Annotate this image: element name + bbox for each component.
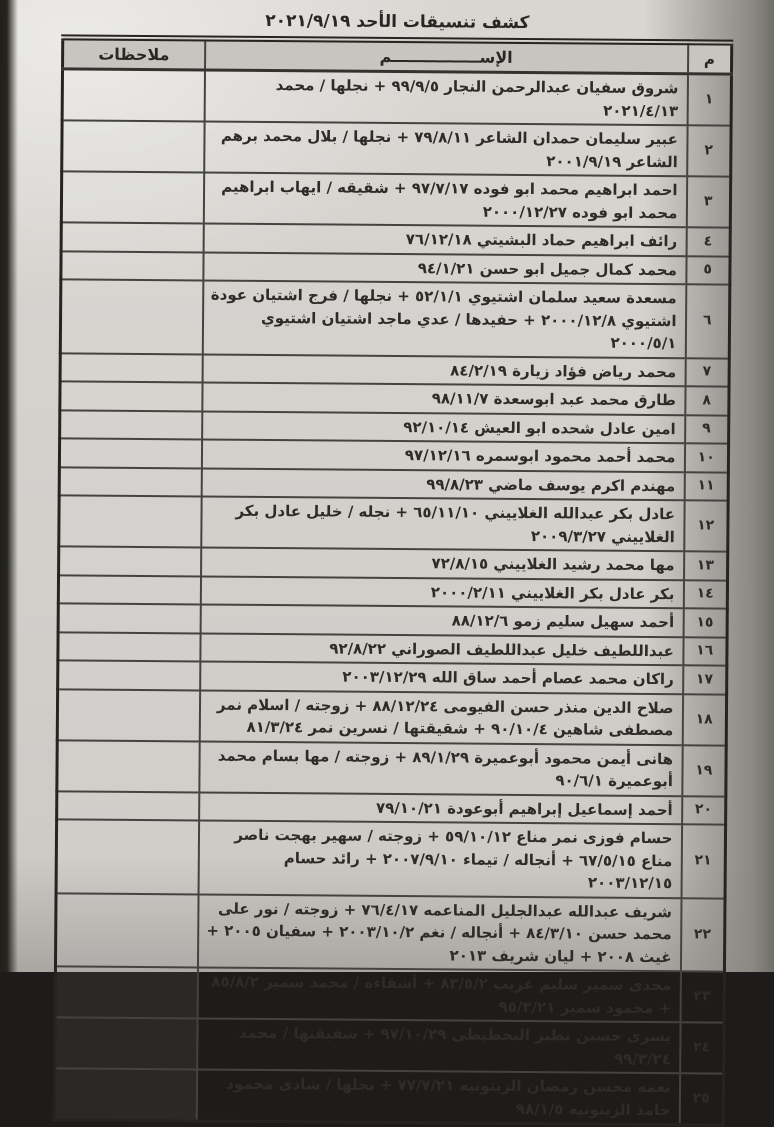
name-cell: شروق سفيان عبدالرحمن النجار ٩٩/٩/٥ + نجلها / محمد ٢٠٢١/٤/١٣ (204, 70, 687, 125)
row-number-cell: ١٨ (682, 694, 726, 745)
row-number-cell: ٦ (685, 284, 730, 358)
row-number-cell: ١٧ (683, 665, 727, 694)
notes-cell (59, 546, 201, 576)
notes-cell (60, 381, 202, 411)
notes-cell (58, 660, 200, 690)
notes-cell (54, 1068, 196, 1121)
row-number-cell: ٢ (687, 125, 731, 176)
row-number-cell: ١ (687, 74, 731, 126)
name-cell: محمد رياض فؤاد زيارة ٨٤/٢/١٩ (202, 354, 685, 386)
row-number-cell: ١٢ (684, 500, 728, 551)
notes-cell (57, 791, 199, 821)
name-cell: مسعدة سعيد سلمان اشتيوي ٥٢/١/١ + نجلها / فرج اشتيان عودة اشتيوي ٢٠٠٠/١٢/٨ + حفيدها / عدي ماجد اشتيان اشتيوي ٢٠٠٠/٥/١ (202, 280, 686, 357)
row-number-cell: ٧ (685, 358, 729, 387)
roster-table (53, 34, 734, 1126)
notes-cell (62, 69, 204, 122)
notes-cell (61, 222, 203, 252)
row-number-cell: ٣ (686, 176, 730, 227)
notes-cell (55, 1017, 197, 1069)
row-number-cell: ١٥ (683, 608, 727, 637)
name-cell: أحمد إسماعيل إبراهيم أبوعودة ٧٩/١٠/٢١ (199, 792, 682, 824)
name-cell: يسرى حسين نظير البحطيطى ٩٧/١٠/٢٩ + شقيقتها / محمد ٩٩/٣/٢٤ (197, 1018, 680, 1073)
row-number-cell: ١٠ (684, 443, 728, 472)
name-cell: أحمد سهيل سليم زمو ٨٨/١٢/٦ (200, 604, 683, 636)
name-cell: شريف عبدالله عبدالجليل المناعمه ٧٦/٤/١٧ + زوجته / نور على محمد حسن ٨٤/٣/١٠ + أنجاله / نغم ٢٠٠٣/١٠/٢ + سفيان ٢٠٠٥ + غيث ٢٠٠٨ + ليان شريف ٢٠١٣ (197, 894, 681, 971)
header-number-column: م (687, 42, 731, 74)
name-cell: عبداللطيف خليل عبداللطيف الصوراني ٩٢/٨/٢٢ (200, 633, 683, 665)
table-row (54, 1068, 723, 1125)
notes-cell (60, 353, 202, 383)
row-number-cell: ٩ (685, 415, 729, 444)
table-row (62, 69, 731, 126)
row-number-cell: ٨ (685, 386, 729, 415)
table-row (61, 171, 730, 227)
notes-cell (58, 603, 200, 633)
row-number-cell: ٢٣ (680, 971, 724, 1022)
table-row (57, 689, 726, 745)
name-cell: مها محمد رشيد الغلاييني ٧٢/٨/١٥ (201, 547, 684, 579)
header-row (63, 37, 732, 74)
notes-cell (55, 893, 198, 968)
row-number-cell: ١٣ (684, 551, 728, 580)
roster-body (54, 69, 731, 1125)
row-number-cell: ٢٤ (680, 1022, 724, 1073)
name-cell: محمد كمال جميل ابو حسن ٩٤/١/٢١ (203, 252, 686, 284)
row-number-cell: ٥ (686, 256, 730, 285)
notes-cell (56, 819, 199, 894)
table-row (55, 1017, 724, 1073)
row-number-cell: ٢٥ (679, 1073, 723, 1125)
row-number-cell: ٢١ (681, 824, 726, 898)
notes-cell (58, 575, 200, 605)
name-cell: مجدى سمير سليم غريب ٨٣/٥/٢ + أشقاءه / محمد سمير ٨٥/٨/٢ + محمود سمير ٩٥/٣/٢١ (197, 967, 680, 1022)
name-cell: مهندم اكرم يوسف ماضي ٩٩/٨/٢٣ (201, 468, 684, 500)
name-cell: رائف ابراهيم حماد البشيتي ٧٦/١٢/١٨ (203, 223, 686, 255)
table-row (56, 819, 726, 898)
row-number-cell: ١٩ (682, 745, 726, 796)
row-number-cell: ١١ (684, 472, 728, 501)
notes-cell (59, 438, 201, 468)
header-name-column: الإســــــــــــــــم (205, 39, 688, 74)
table-row (55, 893, 725, 972)
notes-cell (57, 689, 199, 741)
name-cell: عبير سليمان حمدان الشاعر ٧٩/٨/١١ + نجلها / بلال محمد برهم الشاعر ٢٠٠١/٩/١٩ (204, 121, 687, 176)
document-sheet (53, 5, 734, 1126)
name-cell: طارق محمد عبد ابوسعدة ٩٨/١١/٧ (202, 382, 685, 414)
table-header (63, 37, 732, 74)
row-number-cell: ١٤ (683, 580, 727, 609)
name-cell: امين عادل شحده ابو العيش ٩٢/١٠/١٤ (202, 411, 685, 443)
notes-cell (62, 120, 204, 172)
row-number-cell: ٢٠ (682, 796, 726, 825)
name-cell: بكر عادل بكر الغلاييني ٢٠٠٠/٢/١١ (200, 576, 683, 608)
notes-cell (60, 279, 203, 354)
row-number-cell: ٤ (686, 227, 730, 256)
name-cell: صلاح الدين منذر حسن الفيومى ٨٨/١٢/٢٤ + زوجته / اسلام نمر مصطفى شاهين ٩٠/١٠/٤ + شقيقتها / نسرين نمر ٨١/٣/٢٤ (199, 690, 682, 745)
table-row (62, 120, 731, 176)
notes-cell (60, 410, 202, 440)
notes-cell (59, 495, 201, 547)
notes-cell (61, 251, 203, 281)
row-number-cell: ١٦ (683, 637, 727, 666)
notes-cell (59, 467, 201, 497)
name-cell: احمد ابراهيم محمد ابو فوده ٩٧/٧/١٧ + شقيقه / ايهاب ابراهيم محمد ابو فوده ٢٠٠٠/١٢/٢٧ (203, 172, 686, 227)
table-row (57, 740, 726, 796)
table-row (60, 279, 730, 358)
name-cell: حسام فوزى نمر مناع ٥٩/١٠/١٢ + زوجته / سهير بهجت ناصر مناع ٦٧/٥/١٥ + أنجاله / تيماء ٢٠٠٧/٩/١٠ + رائد حسام ٢٠٠٣/١٢/١٥ (198, 820, 682, 897)
notes-cell (55, 966, 197, 1018)
name-cell: هانى أيمن محمود أبوعميرة ٨٩/١/٢٩ + زوجته / مها بسام محمد أبوعميرة ٩٠/٦/١ (199, 741, 682, 796)
table-row (55, 966, 724, 1022)
name-cell: محمد أحمد محمود ابوسمره ٩٧/١٢/١٦ (201, 439, 684, 471)
name-cell: عادل بكر عبدالله الغلاييني ٦٥/١١/١٠ + نجله / خليل عادل بكر الغلاييني ٢٠٠٩/٣/٢٧ (201, 496, 684, 551)
name-cell: راكان محمد عصام أحمد ساق الله ٢٠٠٣/١٢/٢٩ (200, 661, 683, 693)
notes-cell (58, 632, 200, 662)
header-notes-column: ملاحظات (63, 37, 205, 70)
notes-cell (57, 740, 199, 792)
page-title: كشف تنسيقات الأحد ٢٠٢١/٩/١٩ (265, 10, 530, 34)
name-cell: نعمه محسن رمضان الزيتونيه ٧٧/٧/٢١ + نجلها / شادى محمود حامد الزيتونيه ٩٨/١/٥ (196, 1069, 679, 1124)
table-row (59, 495, 728, 551)
row-number-cell: ٢٢ (680, 898, 725, 972)
notes-cell (61, 171, 203, 223)
